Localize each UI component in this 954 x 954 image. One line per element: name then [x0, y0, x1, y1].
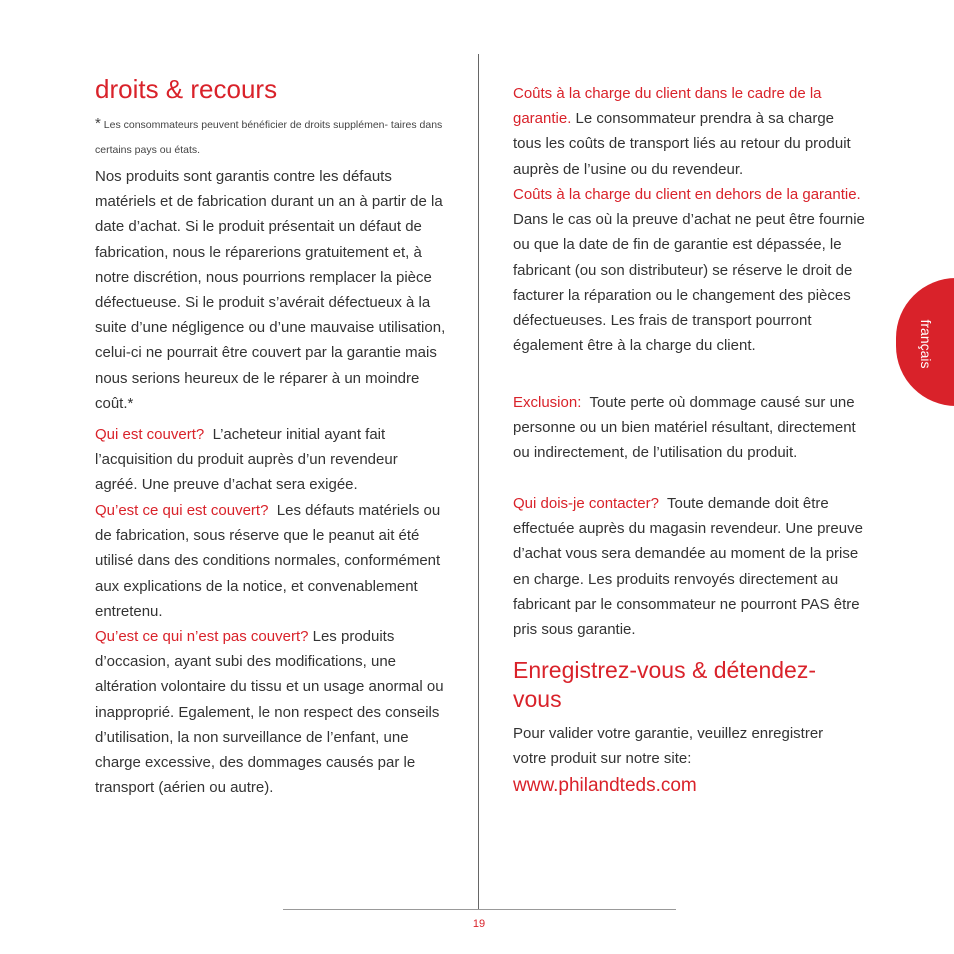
intro-paragraph: Nos produits sont garantis contre les défauts matériels et de fabrication durant un an à partir de la date d’achat. Si le produit présentait un défaut de fabrication, nous le réparerions gratuitement et, à notre discrétion, nous pourrions remplacer la pièce défectueuse. Si le produit s’avérait défectueux à la suite d’une négligence ou d’une mauvaise utilisation, celui-ci ne pourrait être couvert par la garantie mais nous serions heureux de le réparer à un moindre coût.*	[95, 168, 446, 412]
what-covered-text: Les défauts matériels ou de fabrication, sous réserve que le peanut ait été utilisé dans des conditions normales, conformément aux explications de la notice, et convenablement entretenu.	[95, 502, 441, 620]
register-paragraph: Pour valider votre garantie, veuillez enregistrer votre produit sur notre site:	[513, 725, 824, 768]
what-covered-label: Qu’est ce qui est couvert?	[95, 502, 269, 519]
not-covered-text: Les produits d’occasion, ayant subi des modifications, une altération volontaire du tissu et un usage anormal ou inapproprié. Egalement, le non respect des conseils d’utilisation, la non surveillance de l’enfant, une charge excessive, des dommages causés par le transport (aérien ou autre).	[95, 628, 444, 797]
costs-outside-warranty-label: Coûts à la charge du client en dehors de la garantie.	[513, 186, 861, 203]
costs-within-warranty-text: Le consommateur prendra à sa charge tous les coûts de transport liés au retour du produit auprès de l’usine ou du revendeur.	[513, 110, 851, 178]
who-covered-text: L’acheteur initial ayant fait l’acquisition du produit auprès d’un revendeur agréé. Une preuve d’achat sera exigée.	[95, 426, 398, 494]
footer-rule	[283, 909, 676, 910]
costs-outside-warranty-text: Dans le cas où la preuve d’achat ne peut être fournie ou que la date de fin de garantie est dépassée, le fabricant (ou son distributeur) se réserve le droit de facturer la réparation ou le changement des pièces défectueuses. Les frais de transport pourront également être à la charge du client.	[513, 211, 865, 355]
not-covered-paragraph	[95, 624, 445, 800]
contact-text: Toute demande doit être effectuée auprès du magasin revendeur. Une preuve d’achat vous sera demandée au moment de la prise en charge. Les produits renvoyés directement au fabricant par le consommateur ne pourront PAS être pris sous garantie.	[513, 495, 863, 639]
costs-within-warranty-label: Coûts à la charge du client dans le cadre de la garantie.	[513, 85, 822, 128]
costs-outside-warranty-paragraph	[513, 182, 865, 358]
footnote-text: Les consommateurs peuvent bénéficier de droits supplémen- taires dans certains pays ou états.	[95, 119, 443, 156]
section-heading-rights: droits & recours	[95, 74, 278, 104]
exclusion-text: Toute perte où dommage causé sur une personne ou un bien matériel résultant, directement ou indirectement, de l’utilisation du produit.	[513, 394, 856, 462]
website-link[interactable]: www.philandteds.com	[513, 775, 697, 796]
page-number: 19	[472, 918, 486, 930]
what-covered-paragraph	[95, 498, 445, 624]
who-covered-paragraph	[95, 422, 425, 498]
not-covered-label: Qu’est ce qui n’est pas couvert?	[95, 628, 309, 645]
exclusion-paragraph	[513, 390, 858, 466]
contact-paragraph	[513, 491, 865, 642]
column-divider	[478, 54, 479, 910]
who-covered-label: Qui est couvert?	[95, 426, 205, 443]
section-heading-register: Enregistrez-vous & détendez-vous	[513, 657, 816, 712]
footnote	[95, 111, 445, 163]
costs-within-warranty-paragraph	[513, 81, 863, 182]
language-tab-label: français	[918, 319, 934, 369]
footnote-star: *	[95, 115, 101, 132]
exclusion-label: Exclusion:	[513, 394, 582, 411]
contact-label: Qui dois-je contacter?	[513, 495, 659, 512]
